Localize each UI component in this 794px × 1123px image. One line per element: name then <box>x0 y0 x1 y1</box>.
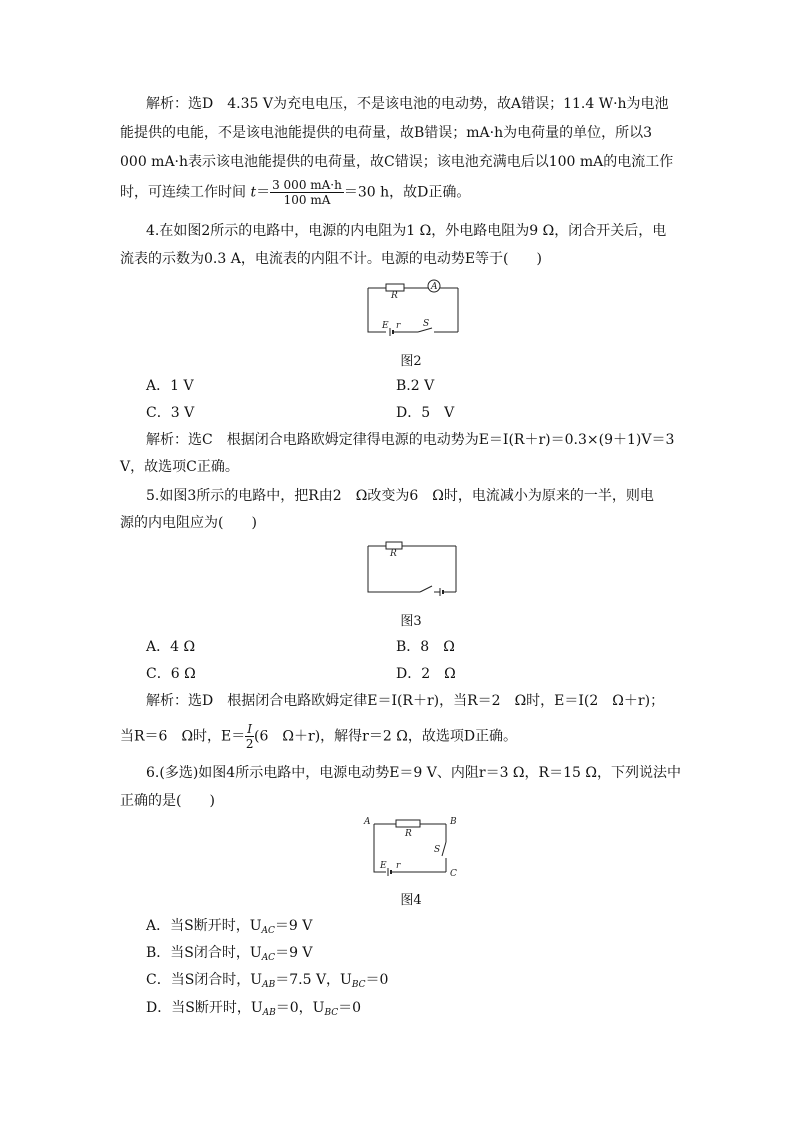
text: ＝9 V <box>275 945 313 961</box>
q3-analysis-line-1: 解析：选D 4.35 V为充电电压，不是该电池的电动势，故A错误；11.4 W·h为电池 <box>146 96 669 112</box>
figure-4-circuit <box>360 814 468 882</box>
q4-option-c: C．3 V <box>146 405 195 421</box>
resistor-label: R <box>390 549 397 559</box>
q5-option-c: C．6 Ω <box>146 666 196 682</box>
resistor-icon <box>396 820 420 827</box>
fraction <box>245 722 254 751</box>
switch-label: S <box>434 845 441 855</box>
q4-stem-line-1: 4.在如图2所示的电路中，电源的内电阻为1 Ω，外电路电阻为9 Ω，闭合开关后，电 <box>146 223 667 239</box>
fraction-denominator: 2 <box>245 737 254 751</box>
var-t: t <box>250 184 257 201</box>
switch-label: S <box>423 319 430 329</box>
text: ＝30 h，故D正确。 <box>343 184 471 201</box>
figure-4-caption: 图4 <box>400 893 422 908</box>
fraction-denominator: 100 mA <box>283 193 331 207</box>
q5-stem-line-1: 5.如图3所示的电路中，把R由2 Ω改变为6 Ω时，电流减小为原来的一半，则电 <box>146 488 654 504</box>
q5-option-b: B．8 Ω <box>396 639 455 655</box>
subscript: AB <box>262 1008 276 1018</box>
figure-2-circuit <box>360 276 470 346</box>
q6-option-d <box>146 999 361 1022</box>
resistor-label: R <box>391 291 398 301</box>
text: D．当S断开时，U <box>146 1000 263 1016</box>
text: 时，可连续工作时间 <box>120 184 251 201</box>
q5-analysis-line-2 <box>120 722 680 751</box>
figure-2-caption: 图2 <box>400 354 422 369</box>
text: B．当S闭合时，U <box>146 945 262 961</box>
q4-analysis-line-1: 解析：选C 根据闭合电路欧姆定律得电源的电动势为E＝I(R＋r)＝0.3×(9＋1)V＝3 <box>146 432 675 448</box>
figure-3-circuit <box>362 538 462 602</box>
emf-label: E <box>380 861 387 871</box>
node-c-label: C <box>450 869 457 879</box>
text: ＝0 <box>338 1000 362 1016</box>
resistor-label: R <box>405 829 412 839</box>
fraction-numerator: 3 000 mA·h <box>272 178 342 192</box>
text: (6 Ω＋r)，解得r＝2 Ω，故选项D正确。 <box>254 728 518 745</box>
q3-analysis-line-4 <box>120 178 680 207</box>
text: ＝9 V <box>274 918 313 934</box>
q6-option-b <box>146 944 313 967</box>
fraction <box>270 178 344 207</box>
switch-icon <box>420 586 432 592</box>
q3-analysis-line-3: 000 mA·h表示该电池能提供的电荷量，故C错误；该电池充满电后以100 mA的电流工作 <box>120 154 674 170</box>
figure-3-caption: 图3 <box>400 614 422 629</box>
text: 当R＝6 Ω时，E＝ <box>120 728 246 745</box>
q5-option-a: A．4 Ω <box>146 639 196 655</box>
internal-resistance-label: r <box>396 321 401 331</box>
text: ＝7.5 V，U <box>275 972 352 988</box>
q6-option-c <box>146 971 388 994</box>
subscript: BC <box>351 980 366 990</box>
q6-stem-line-1: 6.(多选)如图4所示电路中，电源电动势E＝9 V、内阻r＝3 Ω，R＝15 Ω，下列说法中 <box>146 765 681 781</box>
equals: ＝ <box>256 184 271 201</box>
q4-option-b: B.2 V <box>396 378 435 394</box>
subscript: AC <box>261 926 275 936</box>
q4-stem-line-2: 流表的示数为0.3 A，电流表的内阻不计。电源的电动势E等于( ) <box>120 251 542 267</box>
fraction-numerator: I <box>247 722 253 736</box>
text: A．当S断开时，U <box>146 918 262 934</box>
internal-resistance-label: r <box>396 861 401 871</box>
q5-option-d: D．2 Ω <box>396 666 456 682</box>
q4-analysis-line-2: V，故选项C正确。 <box>120 459 239 475</box>
resistor-icon <box>386 284 404 291</box>
text: ＝0，U <box>275 1000 325 1016</box>
q3-analysis-line-2: 能提供的电能，不是该电池能提供的电荷量，故B错误；mA·h为电荷量的单位，所以3 <box>120 125 653 141</box>
subscript: BC <box>324 1008 339 1018</box>
text: C．当S闭合时，U <box>146 972 263 988</box>
q6-stem-line-2: 正确的是( ) <box>120 793 215 809</box>
subscript: AC <box>261 953 276 963</box>
node-a-label: A <box>364 817 371 827</box>
q4-option-d: D．5 V <box>396 405 455 421</box>
q4-option-a: A．1 V <box>146 378 194 394</box>
q5-stem-line-2: 源的内电阻应为( ) <box>120 515 257 531</box>
switch-icon <box>442 842 446 856</box>
q5-analysis-line-1: 解析：选D 根据闭合电路欧姆定律E＝I(R＋r)，当R＝2 Ω时，E＝I(2 Ω＋r)； <box>146 693 665 709</box>
q6-option-a <box>146 917 312 940</box>
node-b-label: B <box>450 817 457 827</box>
ammeter-label: A <box>431 282 438 292</box>
subscript: AB <box>262 980 276 990</box>
emf-label: E <box>382 321 389 331</box>
resistor-icon <box>386 542 402 549</box>
text: ＝0 <box>365 972 389 988</box>
